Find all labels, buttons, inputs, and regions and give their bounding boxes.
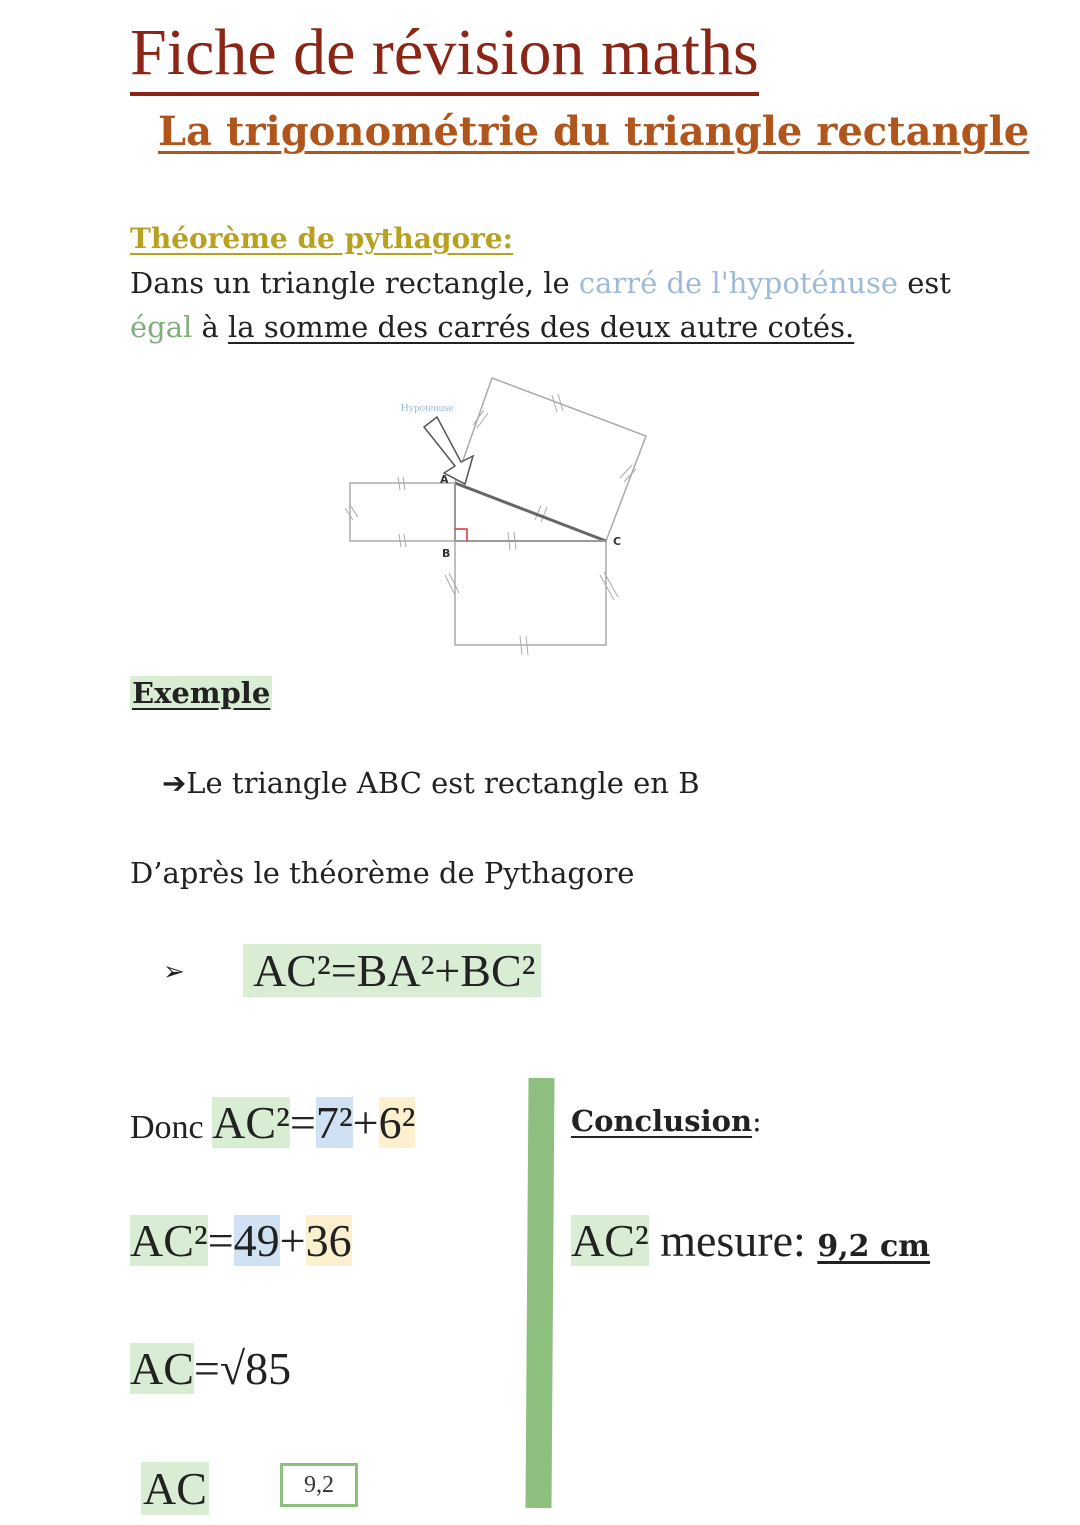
hypotenuse-ac: [455, 483, 606, 541]
vertical-divider: [525, 1078, 554, 1508]
point-c-label: C: [613, 535, 622, 548]
step-1: [130, 1096, 415, 1149]
step-1-eq: =: [289, 1097, 316, 1148]
theorem-text: à: [192, 310, 229, 344]
step-2: [130, 1214, 352, 1267]
theorem-line-2: [130, 310, 854, 344]
step-1-b: 6²: [378, 1097, 416, 1148]
conclusion-lhs: AC²: [571, 1215, 649, 1266]
step-2-a: 49: [233, 1215, 280, 1266]
step-4-lhs: AC: [143, 1463, 207, 1514]
formula: AC²=BA²+BC²: [243, 944, 541, 997]
step-2-b: 36: [305, 1215, 352, 1266]
step-1-a: 7²: [315, 1097, 353, 1148]
step-1-plus: +: [352, 1097, 379, 1148]
example-heading: Exemple: [132, 676, 271, 710]
theorem-text: Dans un triangle rectangle, le: [130, 266, 579, 300]
conclusion-value: 9,2 cm: [817, 1229, 930, 1264]
step-3-rest: =√85: [193, 1343, 292, 1394]
theorem-text: est: [898, 266, 951, 300]
right-angle-marker: [455, 529, 467, 541]
sum-of-squares-text: la somme des carrés des deux autre cotés.: [228, 310, 855, 344]
medium-square: [455, 541, 606, 645]
equal-text: égal: [130, 310, 193, 344]
hypotenuse-square: [455, 378, 646, 541]
page-title: Fiche de révision maths: [130, 14, 759, 96]
step-3-lhs: AC: [130, 1343, 194, 1394]
according-text: D’après le théorème de Pythagore: [130, 856, 635, 890]
conclusion-heading: Conclusion: [571, 1104, 753, 1138]
theorem-heading: Théorème de pythagore:: [130, 222, 514, 255]
small-square: [350, 483, 455, 541]
conclusion-text: mesure:: [648, 1215, 818, 1266]
donc-text: Donc: [130, 1109, 213, 1146]
page-subtitle: La trigonométrie du triangle rectangle: [158, 108, 1030, 155]
conclusion-heading-line: [571, 1104, 762, 1138]
step-1-lhs: AC²: [212, 1097, 290, 1148]
step-2-lhs: AC²: [130, 1215, 208, 1266]
tick-marks: [345, 394, 636, 655]
conclusion-colon: :: [752, 1104, 762, 1138]
step-2-eq: =: [207, 1215, 234, 1266]
example-statement: ➔Le triangle ABC est rectangle en B: [162, 766, 700, 800]
hypotenuse-label: Hypotenuse: [400, 402, 454, 414]
step-3: [130, 1342, 291, 1395]
conclusion-line: [571, 1214, 930, 1267]
point-b-label: B: [442, 547, 451, 560]
theorem-line-1: [130, 266, 951, 300]
result-box: 9,2: [280, 1463, 358, 1507]
pythagoras-figure: [340, 370, 660, 660]
hypotenuse-square-text: carré de l'hypoténuse: [578, 266, 898, 300]
point-a-label: A: [440, 473, 449, 486]
bullet-arrow-icon: ➢: [163, 957, 185, 987]
step-2-plus: +: [279, 1215, 306, 1266]
